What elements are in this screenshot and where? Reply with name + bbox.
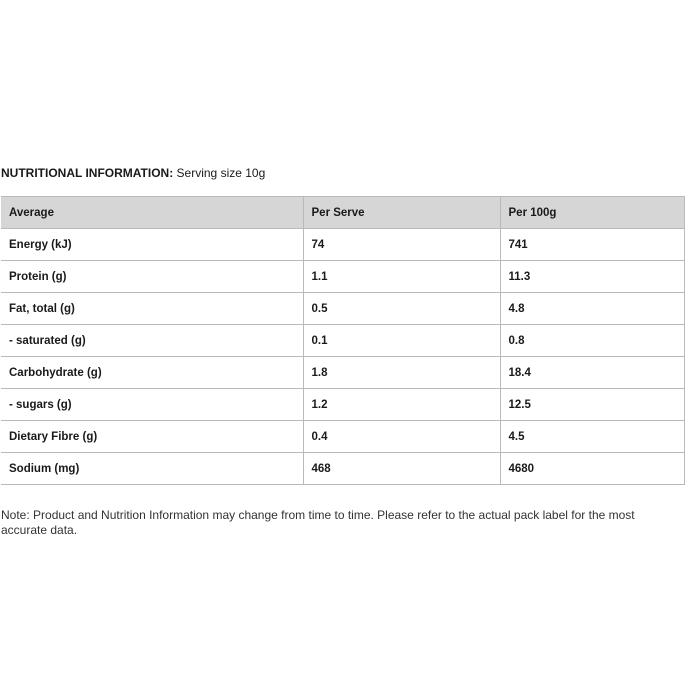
row-label: Dietary Fibre (g): [1, 421, 303, 453]
per-100g-value: 4680: [500, 453, 684, 485]
row-label: - sugars (g): [1, 389, 303, 421]
row-label: Protein (g): [1, 261, 303, 293]
row-label: Energy (kJ): [1, 229, 303, 261]
per-serve-value: 1.1: [303, 261, 500, 293]
disclaimer-note: Note: Product and Nutrition Information may change from time to time. Please refer to the actual pack label for the most accurate data.: [1, 508, 635, 537]
per-100g-value: 0.8: [500, 325, 684, 357]
nutrition-table: [1, 196, 685, 485]
table-row: [1, 229, 684, 261]
table-row: [1, 389, 684, 421]
nutrition-heading: [1, 166, 265, 180]
per-100g-value: 18.4: [500, 357, 684, 389]
table-header-row: [1, 197, 684, 229]
per-100g-value: 12.5: [500, 389, 684, 421]
table-row: [1, 261, 684, 293]
per-serve-value: 1.2: [303, 389, 500, 421]
header-per-serve: Per Serve: [303, 197, 500, 229]
per-100g-value: 4.5: [500, 421, 684, 453]
table-row: [1, 421, 684, 453]
table-row: [1, 357, 684, 389]
row-label: - saturated (g): [1, 325, 303, 357]
header-average: Average: [1, 197, 303, 229]
per-serve-value: 74: [303, 229, 500, 261]
per-100g-value: 741: [500, 229, 684, 261]
per-100g-value: 4.8: [500, 293, 684, 325]
per-100g-value: 11.3: [500, 261, 684, 293]
table-row: [1, 453, 684, 485]
row-label: Fat, total (g): [1, 293, 303, 325]
per-serve-value: 0.1: [303, 325, 500, 357]
per-serve-value: 0.5: [303, 293, 500, 325]
header-per-100g: Per 100g: [500, 197, 684, 229]
table-row: [1, 325, 684, 357]
row-label: Sodium (mg): [1, 453, 303, 485]
row-label: Carbohydrate (g): [1, 357, 303, 389]
table-row: [1, 293, 684, 325]
heading-label: NUTRITIONAL INFORMATION:: [1, 166, 174, 180]
per-serve-value: 1.8: [303, 357, 500, 389]
per-serve-value: 468: [303, 453, 500, 485]
serving-size: Serving size 10g: [176, 166, 266, 180]
per-serve-value: 0.4: [303, 421, 500, 453]
